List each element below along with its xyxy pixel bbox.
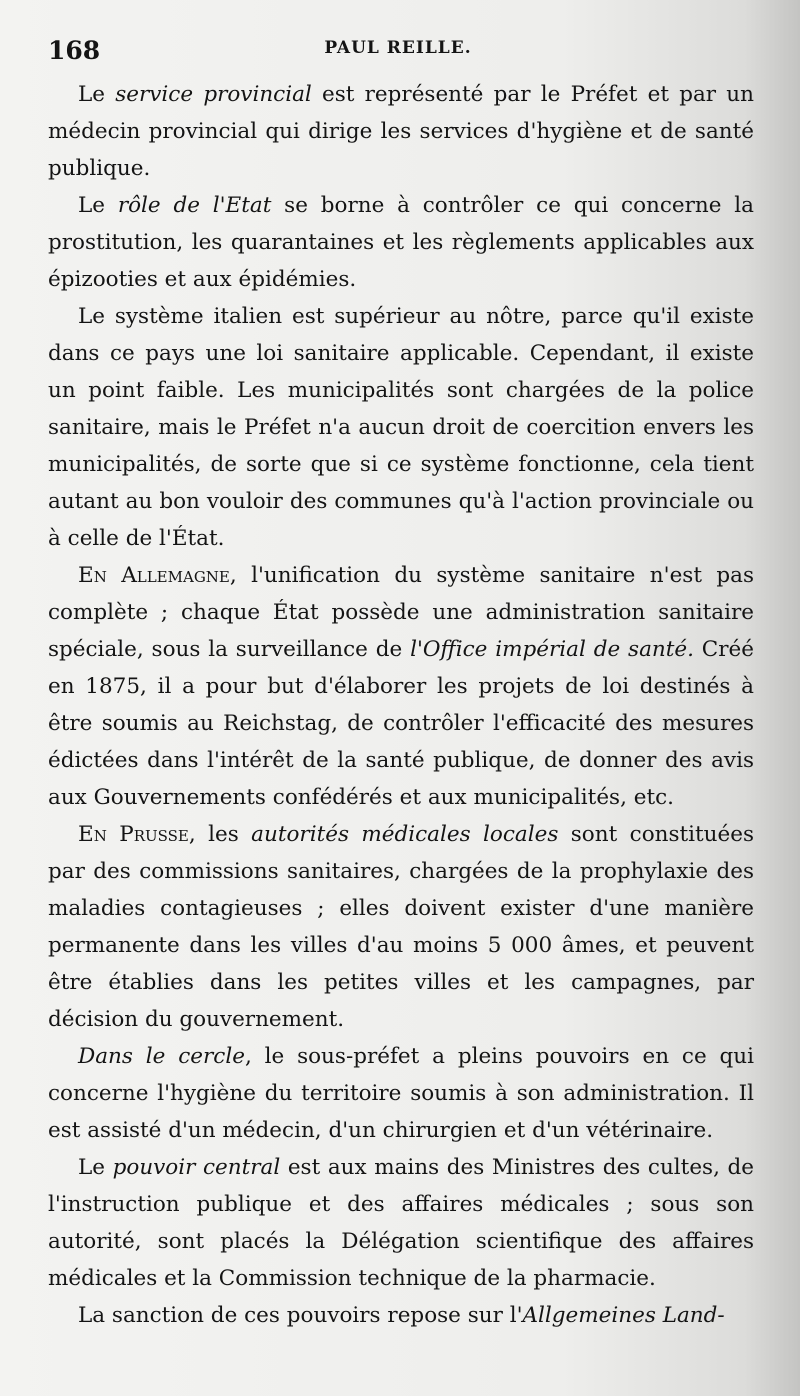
text-run: , les: [188, 822, 252, 847]
paragraph: [48, 76, 754, 187]
smallcaps-text: En Allemagne: [78, 563, 230, 588]
text-run: Le: [78, 193, 118, 218]
paragraph: [48, 816, 754, 1038]
text-run: sont constituées par des commissions sanitaires, chargées de la prophylaxie des maladies contagieuses ; elles doivent exister d'une manière permanente dans les villes d'au moins 5 000 âmes, et peuvent être établies dans les petites villes et les campagnes, par décision du gouvernement.: [48, 822, 754, 1032]
italic-text: service provincial: [115, 82, 312, 107]
italic-text: rôle de l'Etat: [117, 193, 272, 218]
italic-text: pouvoir central: [112, 1155, 281, 1180]
text-run: , l'unification du système sanitaire n'est pas complète ; chaque État possède une administration sanitaire spéciale, sous la surveillance de: [48, 563, 754, 662]
paragraph: [48, 298, 754, 557]
text-run: , le sous-préfet a pleins pouvoirs en ce qui concerne l'hygiène du territoire soumis à son administration. Il est assisté d'un médecin, d'un chirurgien et d'un vétérinaire.: [48, 1044, 755, 1143]
text-run: Le: [78, 82, 116, 107]
italic-text: l'Office impérial de santé.: [410, 637, 694, 662]
body-text: [48, 76, 754, 1334]
smallcaps-text: En Prusse: [78, 822, 189, 847]
paragraph: [48, 1038, 754, 1149]
text-run: Le système italien est supérieur au nôtre, parce qu'il existe dans ce pays une loi sanitaire applicable. Cependant, il existe un point faible. Les municipalités sont chargées de la police sanitaire, mais le Préfet n'a aucun droit de coercition envers les municipalités, de sorte que si ce système fonctionne, cela tient autant au bon vouloir des communes qu'à l'action provinciale ou à celle de l'État.: [48, 304, 754, 551]
text-run: Créé en 1875, il a pour but d'élaborer les projets de loi destinés à être soumis au Reichstag, de contrôler l'efficacité des mesures édictées dans l'intérêt de la santé publique, de donner des avis aux Gouvernements confédérés et aux municipalités, etc.: [48, 637, 754, 810]
text-run: est représenté par le Préfet et par un médecin provincial qui dirige les services d'hygiène et de santé publique.: [48, 82, 754, 181]
text-run: Le: [78, 1155, 113, 1180]
paragraph: [48, 187, 754, 298]
paragraph: [48, 1297, 754, 1334]
page-header: [48, 36, 748, 66]
paragraph: [48, 557, 754, 816]
paragraph: [48, 1149, 754, 1297]
italic-text: Dans le cercle: [78, 1044, 245, 1069]
text-run: se borne à contrôler ce qui concerne la prostitution, les quarantaines et les règlements applicables aux épizooties et aux épidémies.: [48, 193, 754, 292]
running-head: PAUL REILLE.: [324, 38, 472, 58]
italic-text: Allgemeines Land-: [522, 1303, 725, 1328]
italic-text: autorités médicales locales: [251, 822, 559, 847]
page-number: 168: [48, 36, 101, 65]
text-run: est aux mains des Ministres des cultes, de l'instruction publique et des affaires médicales ; sous son autorité, sont placés la Délégation scientifique des affaires médicales et la Commission technique de la pharmacie.: [48, 1155, 755, 1291]
text-run: La sanction de ces pouvoirs repose sur l': [78, 1303, 523, 1328]
